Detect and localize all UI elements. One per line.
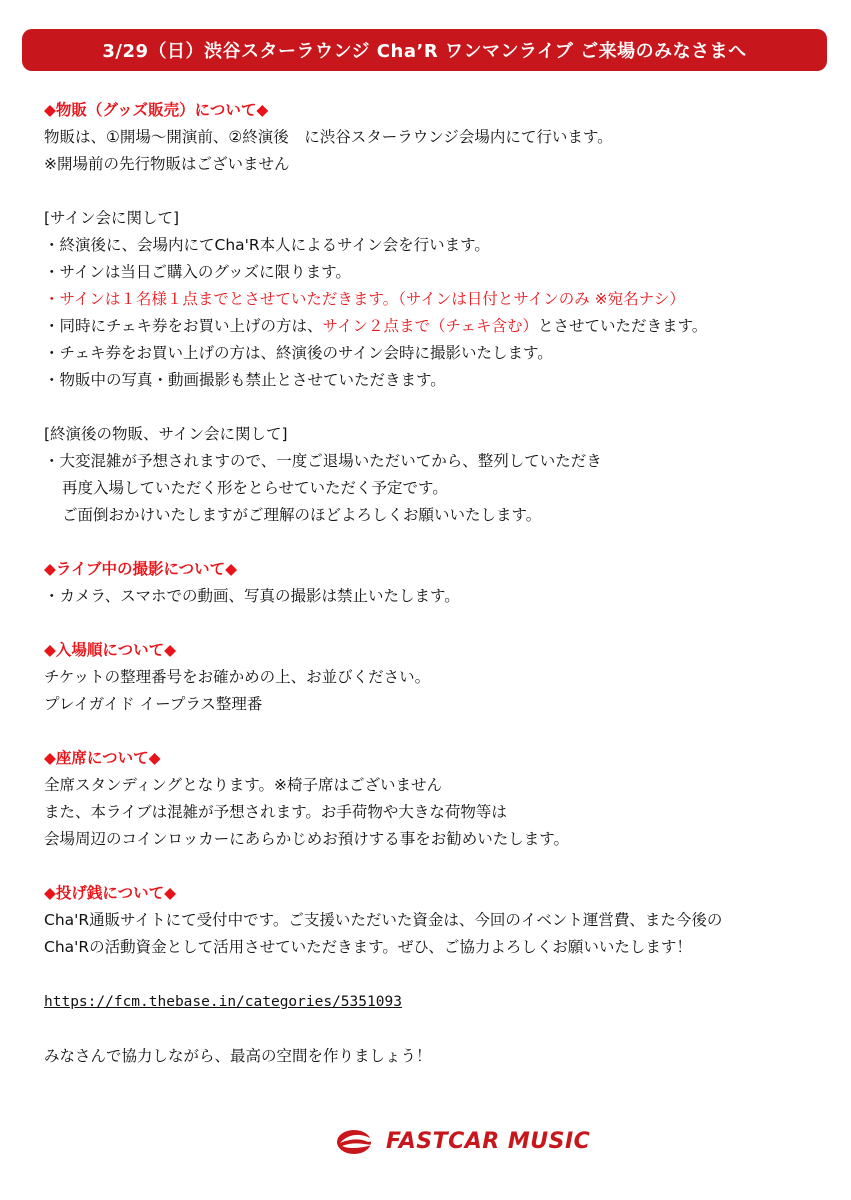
tipping-heading: ◆投げ銭について◆ (44, 884, 177, 902)
signing-item-1: ・終演後に、会場内にてCha'R本人によるサイン会を行います。 (44, 236, 490, 254)
tipping-line-1: Cha'R通販サイトにて受付中です。ご支援いただいた資金は、今回のイベント運営費、また今後の (44, 911, 723, 929)
fastcar-music-logo (334, 1126, 590, 1156)
entry-line-2: プレイガイド イープラス整理番 (44, 695, 263, 713)
car-emblem-icon (334, 1126, 378, 1156)
seating-line-3: 会場周辺のコインロッカーにあらかじめお預けする事をお勧めいたします。 (44, 830, 569, 848)
merch-line-2: ※開場前の先行物販はございません (44, 155, 290, 173)
entry-line-1: チケットの整理番号をお確かめの上、お並びください。 (44, 668, 431, 686)
signing-item-4-pre: ・同時にチェキ券をお買い上げの方は、 (44, 317, 323, 335)
seating-line-1: 全席スタンディングとなります。※椅子席はございません (44, 776, 443, 794)
photography-line-1: ・カメラ、スマホでの動画、写真の撮影は禁止いたします。 (44, 587, 460, 605)
signing-item-4-highlight: サイン２点まで（チェキ含む） (322, 317, 538, 335)
signing-item-6: ・物販中の写真・動画撮影も禁止とさせていただきます。 (44, 371, 446, 389)
merch-heading: ◆物販（グッズ販売）について◆ (44, 101, 269, 119)
seating-heading: ◆座席について◆ (44, 749, 161, 767)
signing-item-3: ・サインは１名様１点までとさせていただきます。（サインは日付とサインのみ ※宛名ナシ） (44, 290, 685, 308)
photography-heading: ◆ライブ中の撮影について◆ (44, 560, 238, 578)
signing-item-5: ・チェキ券をお買い上げの方は、終演後のサイン会時に撮影いたします。 (44, 344, 553, 362)
signing-item-4-post: とさせていただきます。 (538, 317, 708, 335)
notice-body (44, 97, 834, 1070)
signing-item-4 (44, 313, 834, 340)
after-show-line-2: 再度入場していただく形をとらせていただく予定です。 (62, 479, 448, 497)
entry-heading: ◆入場順について◆ (44, 641, 177, 659)
page-title: 3/29（日）渋谷スターラウンジ Cha’R ワンマンライブ ご来場のみなさまへ (102, 41, 747, 62)
after-show-line-3: ご面倒おかけいたしますがご理解のほどよろしくお願いいたします。 (62, 506, 542, 524)
after-show-heading: [終演後の物販、サイン会に関して] (44, 425, 288, 443)
seating-line-2: また、本ライブは混雑が予想されます。お手荷物や大きな荷物等は (44, 803, 507, 821)
closing-line: みなさんで協力しながら、最高の空間を作りましょう！ (44, 1047, 432, 1065)
signing-item-2: ・サインは当日ご購入のグッズに限ります。 (44, 263, 351, 281)
signing-heading: [サイン会に関して] (44, 209, 180, 227)
header-banner (22, 29, 827, 71)
tipping-line-2: Cha'Rの活動資金として活用させていただきます。ぜひ、ご協力よろしくお願いいたします！ (44, 938, 692, 956)
after-show-line-1: ・大変混雑が予想されますので、一度ご退場いただいてから、整列していただき (44, 452, 602, 470)
shop-link[interactable]: https://fcm.thebase.in/categories/5351093 (44, 994, 402, 1010)
merch-line-1: 物販は、①開場～開演前、②終演後 に渋谷スターラウンジ会場内にて行います。 (44, 128, 613, 146)
logo-wordmark: FASTCAR MUSIC (386, 1128, 591, 1154)
